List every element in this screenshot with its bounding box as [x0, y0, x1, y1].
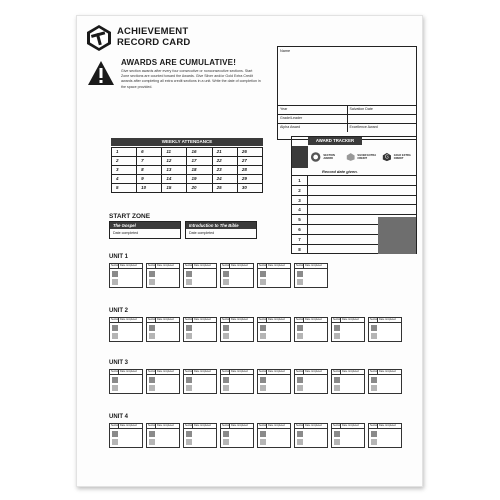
section-box[interactable]: [294, 369, 328, 394]
section-header: [221, 424, 253, 429]
section-number-icon: [112, 325, 118, 331]
section-label: Section: [148, 264, 156, 267]
start-zone-gospel: The Gospel Date completed: [109, 221, 181, 239]
extra-credit-icon: [371, 333, 377, 339]
extra-credit-icon: [260, 439, 266, 445]
tracker-row[interactable]: [292, 185, 416, 195]
award-silver: SILVER EXTRA CREDIT: [344, 146, 380, 168]
extra-credit-icon: [186, 279, 192, 285]
unit-sections: [109, 317, 402, 342]
section-header: [221, 318, 253, 323]
date-completed-label: Date completed: [231, 370, 248, 373]
section-label: Section: [222, 370, 230, 373]
date-completed-label: Date completed: [194, 370, 211, 373]
section-label: Section: [148, 370, 156, 373]
date-completed-label: Date completed: [379, 318, 396, 321]
section-header: [221, 264, 253, 269]
section-header: [147, 424, 179, 429]
unit-label: UNIT 2: [109, 308, 129, 314]
silver-award-icon: [346, 151, 355, 163]
awards-label-block: [292, 146, 308, 168]
attendance-cell[interactable]: 27: [238, 157, 263, 166]
section-label: Section: [296, 370, 304, 373]
section-number-icon: [260, 271, 266, 277]
student-info-box: [277, 46, 417, 140]
section-label: Section: [296, 318, 304, 321]
attendance-cell[interactable]: 22: [213, 157, 238, 166]
date-completed-label: Date completed: [157, 424, 174, 427]
attendance-cell[interactable]: 23: [213, 166, 238, 175]
section-box[interactable]: [368, 317, 402, 342]
date-completed-label: Date completed: [268, 318, 285, 321]
extra-credit-icon: [149, 385, 155, 391]
section-box[interactable]: [220, 369, 254, 394]
date-completed-label: Date completed: [342, 424, 359, 427]
extra-credit-icon: [334, 439, 340, 445]
date-completed-label: Date completed: [268, 370, 285, 373]
date-completed-label: Date completed: [194, 318, 211, 321]
section-box[interactable]: [257, 369, 291, 394]
extra-credit-icon: [149, 279, 155, 285]
extra-credit-icon: [260, 333, 266, 339]
section-box[interactable]: [368, 369, 402, 394]
date-completed-label: Date completed: [305, 370, 322, 373]
unit-sections: [109, 423, 402, 448]
achievement-record-card: [76, 15, 423, 487]
section-label: Section: [111, 264, 119, 267]
warning-title: AWARDS ARE CUMULATIVE!: [121, 58, 237, 67]
tracker-shaded-area: [378, 217, 416, 254]
section-box[interactable]: [109, 423, 143, 448]
attendance-cell[interactable]: 3: [112, 166, 137, 175]
section-number-icon: [186, 271, 192, 277]
attendance-header: WEEKLY ATTENDANCE: [111, 138, 263, 146]
section-label: Section: [222, 264, 230, 267]
info-row: [278, 123, 416, 132]
start-zone-label: START ZONE: [109, 213, 151, 220]
section-label: Section: [259, 424, 267, 427]
date-completed-label: Date completed: [194, 264, 211, 267]
section-label: Section: [333, 370, 341, 373]
date-completed-label: Date completed: [379, 424, 396, 427]
card-title: ACHIEVEMENT RECORD CARD: [117, 26, 191, 48]
section-number-icon: [149, 271, 155, 277]
section-header: [184, 424, 216, 429]
extra-credit-icon: [112, 333, 118, 339]
tracker-row-number: 4: [292, 205, 308, 214]
attendance-cell[interactable]: 14: [162, 175, 187, 184]
section-label: Section: [185, 424, 193, 427]
award-types: [308, 146, 416, 168]
extra-credit-icon: [334, 385, 340, 391]
award-gold: G GOLD EXTRA CREDIT: [380, 146, 416, 168]
date-completed-label: Date completed: [157, 264, 174, 267]
attendance-cell[interactable]: 17: [187, 157, 212, 166]
section-number-icon: [260, 325, 266, 331]
section-box[interactable]: [183, 263, 217, 288]
date-completed-label: Date completed: [120, 370, 137, 373]
extra-credit-icon: [297, 279, 303, 285]
tt-logo-icon: [85, 24, 113, 52]
section-label: Section: [148, 318, 156, 321]
section-label: Section: [296, 264, 304, 267]
section-box[interactable]: [257, 317, 291, 342]
extra-credit-icon: [149, 439, 155, 445]
section-header: [110, 370, 142, 375]
tracker-row-number: 1: [292, 176, 308, 185]
date-completed-label: Date completed: [157, 370, 174, 373]
section-number-icon: [112, 271, 118, 277]
info-row: [278, 105, 416, 114]
section-box[interactable]: [183, 423, 217, 448]
section-number-icon: [112, 377, 118, 383]
section-number-icon: [223, 431, 229, 437]
section-number-icon: [334, 431, 340, 437]
extra-credit-icon: [334, 333, 340, 339]
tracker-row[interactable]: [292, 175, 416, 185]
date-completed-label: Date completed: [157, 318, 174, 321]
section-box[interactable]: [109, 317, 143, 342]
date-completed-label: Date completed: [194, 424, 211, 427]
section-label: Section: [370, 424, 378, 427]
section-header: [258, 424, 290, 429]
section-header: [258, 370, 290, 375]
section-number-icon: [371, 431, 377, 437]
attendance-cell[interactable]: 30: [238, 184, 263, 193]
tracker-row-number: 7: [292, 235, 308, 244]
extra-credit-icon: [223, 279, 229, 285]
extra-credit-icon: [112, 385, 118, 391]
section-box[interactable]: [331, 423, 365, 448]
section-number-icon: [149, 431, 155, 437]
attendance-grid: [111, 147, 263, 193]
attendance-cell[interactable]: 18: [187, 166, 212, 175]
section-label: Section: [370, 318, 378, 321]
grade-leader-field[interactable]: Grade/Leader: [280, 116, 303, 120]
section-header: [369, 318, 401, 323]
date-completed-label: Date completed: [342, 318, 359, 321]
section-number-icon: [186, 377, 192, 383]
attendance-cell[interactable]: 8: [137, 166, 162, 175]
section-number-icon: [334, 377, 340, 383]
extra-credit-icon: [223, 333, 229, 339]
section-label: Section: [259, 318, 267, 321]
attendance-cell[interactable]: 20: [187, 184, 212, 193]
section-header: [295, 370, 327, 375]
section-label: Section: [333, 424, 341, 427]
extra-credit-icon: [149, 333, 155, 339]
salvation-date-field[interactable]: Salvation Date: [347, 106, 417, 114]
extra-credit-icon: [223, 385, 229, 391]
extra-credit-icon: [186, 439, 192, 445]
alpha-award-field[interactable]: Alpha Award: [280, 125, 301, 129]
extra-credit-icon: [112, 439, 118, 445]
section-label: Section: [185, 264, 193, 267]
extra-credit-icon: [186, 385, 192, 391]
tracker-row[interactable]: [292, 195, 416, 205]
extra-credit-icon: [371, 385, 377, 391]
award-section: SECTION AWARD: [308, 146, 344, 168]
section-box[interactable]: [220, 317, 254, 342]
section-label: Section: [222, 318, 230, 321]
extra-credit-icon: [371, 439, 377, 445]
section-box[interactable]: [146, 317, 180, 342]
section-header: [110, 318, 142, 323]
tracker-row-number: 5: [292, 215, 308, 224]
section-header: [221, 370, 253, 375]
section-box[interactable]: [109, 369, 143, 394]
attendance-cell[interactable]: 7: [137, 157, 162, 166]
section-box[interactable]: [146, 423, 180, 448]
attendance-cell[interactable]: 19: [187, 175, 212, 184]
unit-label: UNIT 4: [109, 414, 129, 420]
section-header: [369, 370, 401, 375]
section-label: Section: [222, 424, 230, 427]
date-completed-label: Date completed: [120, 264, 137, 267]
section-box[interactable]: [146, 369, 180, 394]
section-header: [184, 264, 216, 269]
extra-credit-icon: [112, 279, 118, 285]
section-number-icon: [186, 431, 192, 437]
section-header: [147, 370, 179, 375]
attendance-cell[interactable]: 28: [238, 166, 263, 175]
section-number-icon: [149, 377, 155, 383]
date-completed-label: Date completed: [120, 424, 137, 427]
extra-credit-icon: [260, 385, 266, 391]
section-number-icon: [297, 431, 303, 437]
blank-field[interactable]: [347, 115, 417, 123]
section-box[interactable]: [294, 317, 328, 342]
section-box[interactable]: [183, 317, 217, 342]
award-tracker-header: AWARD TRACKER: [308, 137, 362, 145]
section-label: Section: [111, 318, 119, 321]
extra-credit-icon: [186, 333, 192, 339]
info-row: [278, 114, 416, 123]
attendance-cell[interactable]: 4: [112, 175, 137, 184]
unit-sections: [109, 263, 328, 288]
section-header: [295, 318, 327, 323]
date-completed-label: Date completed: [342, 370, 359, 373]
attendance-cell[interactable]: 21: [213, 148, 238, 157]
section-number-icon: [223, 325, 229, 331]
date-completed-label: Date completed: [231, 264, 248, 267]
attendance-cell[interactable]: 29: [238, 175, 263, 184]
date-completed-label: Date completed: [305, 264, 322, 267]
gold-award-icon: [382, 151, 392, 163]
gospel-date-field[interactable]: Date completed: [113, 231, 139, 235]
attendance-cell[interactable]: 26: [238, 148, 263, 157]
section-header: [147, 318, 179, 323]
warning-text: Give section awards after every four consecutive or nonconsecutive sections. Start Zone sections are counted toward the Awards. Give Silver and/or Gold Extra Credit awards after completing all extra credit sections in a unit. Write the date of completion in the space provided.: [121, 69, 261, 89]
extra-credit-icon: [297, 439, 303, 445]
section-number-icon: [297, 271, 303, 277]
attendance-cell[interactable]: 5: [112, 184, 137, 193]
attendance-cell[interactable]: 2: [112, 157, 137, 166]
section-number-icon: [297, 377, 303, 383]
section-number-icon: [260, 431, 266, 437]
section-header: [258, 318, 290, 323]
attendance-cell[interactable]: 16: [187, 148, 212, 157]
warning-icon: [87, 60, 115, 86]
section-box[interactable]: [146, 263, 180, 288]
section-label: Section: [111, 424, 119, 427]
section-number-icon: [260, 377, 266, 383]
unit-label: UNIT 1: [109, 254, 129, 260]
section-box[interactable]: [220, 423, 254, 448]
section-header: [332, 424, 364, 429]
section-box[interactable]: [257, 263, 291, 288]
extra-credit-icon: [223, 439, 229, 445]
intro-date-field[interactable]: Date completed: [189, 231, 215, 235]
tracker-subheader: Record date given.: [322, 169, 358, 174]
date-completed-label: Date completed: [268, 264, 285, 267]
section-number-icon: [371, 325, 377, 331]
section-label: Section: [296, 424, 304, 427]
attendance-cell[interactable]: 15: [162, 184, 187, 193]
attendance-cell[interactable]: 13: [162, 166, 187, 175]
section-header: [110, 424, 142, 429]
section-label: Section: [148, 424, 156, 427]
section-box[interactable]: [331, 317, 365, 342]
section-label: Section: [259, 370, 267, 373]
attendance-cell[interactable]: 10: [137, 184, 162, 193]
award-tracker: [291, 136, 417, 254]
info-rows: [278, 105, 416, 132]
tracker-row-number: 2: [292, 186, 308, 195]
section-number-icon: [223, 271, 229, 277]
section-box[interactable]: [257, 423, 291, 448]
section-label: Section: [370, 370, 378, 373]
section-header: [369, 424, 401, 429]
section-box[interactable]: [294, 263, 328, 288]
attendance-cell[interactable]: 11: [162, 148, 187, 157]
section-number-icon: [371, 377, 377, 383]
attendance-cell[interactable]: 24: [213, 175, 238, 184]
attendance-cell[interactable]: 9: [137, 175, 162, 184]
section-header: [258, 264, 290, 269]
section-award-icon: [310, 151, 321, 163]
date-completed-label: Date completed: [120, 318, 137, 321]
name-field[interactable]: Name: [280, 49, 291, 53]
section-header: [184, 318, 216, 323]
section-label: Section: [259, 264, 267, 267]
section-box[interactable]: [368, 423, 402, 448]
section-header: [184, 370, 216, 375]
extra-credit-icon: [260, 279, 266, 285]
unit-label: UNIT 3: [109, 360, 129, 366]
attendance-cell[interactable]: 6: [137, 148, 162, 157]
section-number-icon: [334, 325, 340, 331]
section-box[interactable]: [331, 369, 365, 394]
section-box[interactable]: [294, 423, 328, 448]
unit-sections: [109, 369, 402, 394]
section-label: Section: [185, 370, 193, 373]
attendance-cell[interactable]: 1: [112, 148, 137, 157]
date-completed-label: Date completed: [305, 318, 322, 321]
attendance-cell[interactable]: 12: [162, 157, 187, 166]
tracker-row-number: 3: [292, 196, 308, 205]
section-number-icon: [186, 325, 192, 331]
section-number-icon: [297, 325, 303, 331]
section-number-icon: [223, 377, 229, 383]
extra-credit-icon: [297, 385, 303, 391]
tracker-row[interactable]: [292, 204, 416, 214]
section-label: Section: [111, 370, 119, 373]
excellence-award-field[interactable]: Excellence Award: [347, 124, 417, 132]
section-label: Section: [185, 318, 193, 321]
section-header: [295, 424, 327, 429]
section-box[interactable]: [109, 263, 143, 288]
section-label: Section: [333, 318, 341, 321]
section-header: [295, 264, 327, 269]
extra-credit-icon: [297, 333, 303, 339]
section-number-icon: [149, 325, 155, 331]
date-completed-label: Date completed: [231, 318, 248, 321]
tracker-row-number: 8: [292, 245, 308, 254]
date-completed-label: Date completed: [379, 370, 396, 373]
date-completed-label: Date completed: [268, 424, 285, 427]
attendance-cell[interactable]: 25: [213, 184, 238, 193]
svg-text:G: G: [384, 154, 389, 161]
section-number-icon: [112, 431, 118, 437]
date-completed-label: Date completed: [231, 424, 248, 427]
section-header: [332, 370, 364, 375]
section-header: [110, 264, 142, 269]
section-header: [147, 264, 179, 269]
section-box[interactable]: [220, 263, 254, 288]
year-field[interactable]: Year: [280, 107, 288, 111]
section-box[interactable]: [183, 369, 217, 394]
start-zone-intro: Introduction to The Bible Date completed: [185, 221, 257, 239]
section-header: [332, 318, 364, 323]
date-completed-label: Date completed: [305, 424, 322, 427]
tracker-row-number: 6: [292, 225, 308, 234]
